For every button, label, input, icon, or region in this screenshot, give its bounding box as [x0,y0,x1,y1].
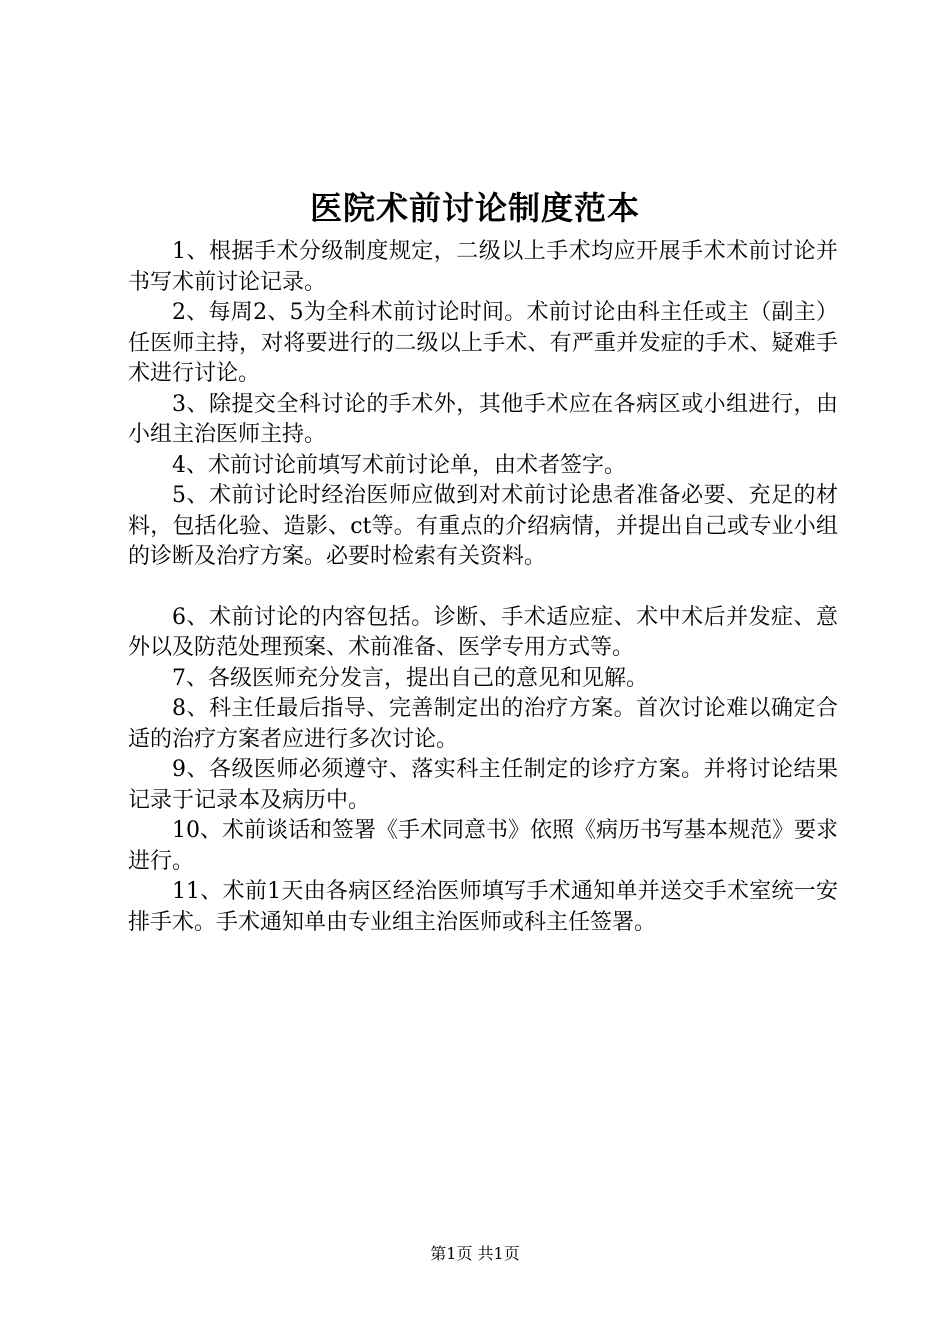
paragraph-11: 11、术前1天由各病区经治医师填写手术通知单并送交手术室统一安排手术。手术通知单由专业组主治医师或科主任签署。 [128,879,838,935]
paragraph-5: 5、术前讨论时经治医师应做到对术前讨论患者准备必要、充足的材料，包括化验、造影、ct等。有重点的介绍病情，并提出自己或专业小组的诊断及治疗方案。必要时检索有关资料。 [128,483,838,569]
paragraph-7: 7、各级医师充分发言，提出自己的意见和见解。 [172,665,648,691]
paragraph-4: 4、术前讨论前填写术前讨论单，由术者签字。 [172,452,626,478]
document-body [128,237,838,938]
paragraph-1: 1、根据手术分级制度规定，二级以上手术均应开展手术术前讨论并书写术前讨论记录。 [128,239,838,295]
document-title: 医院术前讨论制度范本 [309,189,640,227]
paragraph-10: 10、术前谈话和签署《手术同意书》依照《病历书写基本规范》要求进行。 [128,818,838,874]
page-footer: 第1页 共1页 [430,1244,520,1263]
paragraph-9: 9、各级医师必须遵守、落实科主任制定的诊疗方案。并将讨论结果记录于记录本及病历中。 [128,757,838,813]
paragraph-3: 3、除提交全科讨论的手术外，其他手术应在各病区或小组进行，由小组主治医师主持。 [128,391,838,447]
paragraph-8: 8、科主任最后指导、完善制定出的治疗方案。首次讨论难以确定合适的治疗方案者应进行多次讨论。 [128,696,838,752]
paragraph-6: 6、术前讨论的内容包括。诊断、手术适应症、术中术后并发症、意外以及防范处理预案、术前准备、医学专用方式等。 [128,604,838,660]
paragraph-2: 2、每周2、5为全科术前讨论时间。术前讨论由科主任或主（副主）任医师主持，对将要进行的二级以上手术、有严重并发症的手术、疑难手术进行讨论。 [128,300,838,386]
